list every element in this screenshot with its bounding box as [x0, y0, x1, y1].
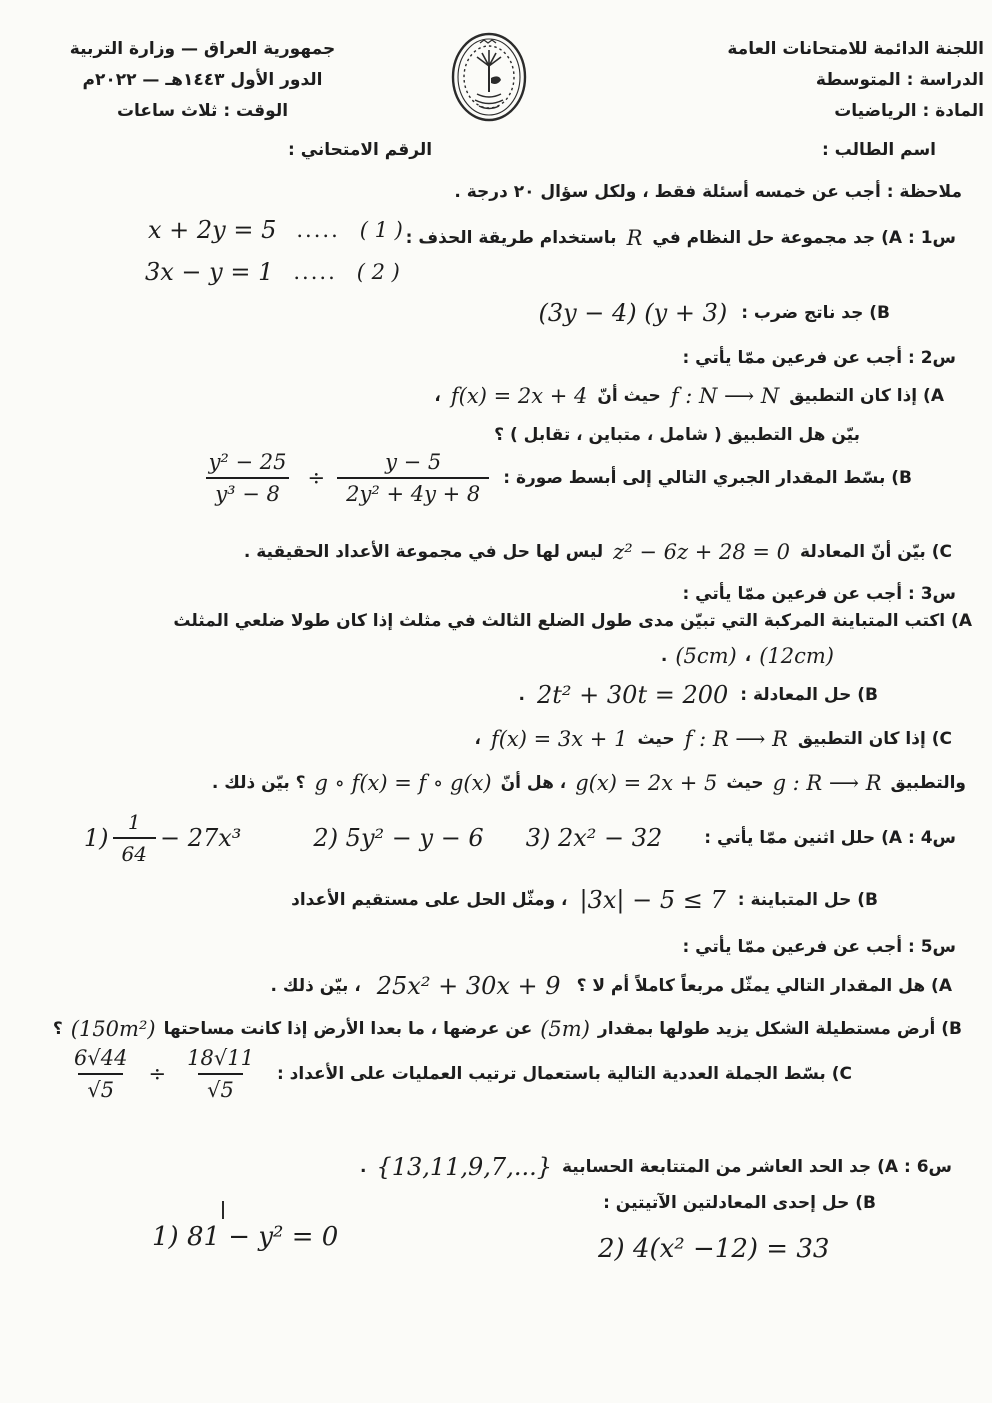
student-name-row: [822, 140, 936, 160]
q3a-side-length-1: (12cm): [759, 644, 834, 668]
session-year-line: الدور الأول ١٤٤٣هـ — ٢٠٢٢م: [82, 70, 323, 90]
q5c-text: C) بسّط الجملة العددية التالية باستعمال ترتيب العمليات على الأعداد :: [276, 1064, 852, 1084]
q3a-comma: ،: [744, 646, 752, 666]
q1b-text: B) جد ناتج ضرب :: [741, 303, 890, 323]
q1a-text-before: س1 : A) جد مجموعة حل النظام في: [652, 228, 956, 248]
q1a-set-symbol: R: [626, 226, 643, 250]
q5c-fraction-1: [65, 1046, 136, 1102]
equation-2-dots: .....: [293, 260, 337, 284]
committee-line: اللجنة الدائمة للامتحانات العامة: [727, 39, 984, 59]
question-1-part-b: [538, 299, 890, 327]
question-5-part-a: [271, 972, 952, 1000]
q6-equation-1: [152, 1222, 338, 1252]
question-2-part-a: [434, 384, 944, 408]
q4b-text-after: ، ومثّل الحل على مستقيم الأعداد: [291, 890, 568, 910]
question-3-part-b: [519, 681, 878, 709]
q4a-item-2: 2) 5y² − y − 6: [313, 824, 484, 852]
q2c-quadratic-equation: z² − 6z + 28 = 0: [613, 540, 791, 564]
question-4-part-a: [84, 808, 956, 868]
q4b-text-before: B) حل المتباينة :: [737, 890, 878, 910]
q3c-text-1: C) إذا كان التطبيق: [797, 729, 952, 749]
q2b-text: B) بسّط المقدار الجبري التالي إلى أبسط صورة :: [503, 468, 912, 488]
item-1-fraction: [113, 810, 156, 866]
division-sign: ÷: [307, 466, 326, 490]
q6b-text: B) حل إحدى المعادلتين الآتيتين :: [603, 1193, 876, 1213]
question-2-title: [682, 348, 956, 368]
question-3-part-a: [173, 611, 972, 631]
exam-number-label: الرقم الامتحاني :: [288, 140, 433, 160]
q2a-text-2: حيث أنّ: [597, 386, 661, 406]
fraction-numerator: 6√44: [74, 1046, 128, 1070]
fraction-denominator: √5: [78, 1073, 123, 1102]
q2-title-text: س2 : أجب عن فرعين ممّا يأتي :: [682, 348, 956, 368]
question-3-part-c-line2: [212, 771, 966, 795]
question-3-part-a-lengths: [661, 644, 834, 668]
fraction-denominator: √5: [198, 1073, 243, 1102]
question-3-title: [682, 584, 956, 604]
fraction-denominator: 64: [113, 837, 156, 866]
q5b-text-1: B) أرض مستطيلة الشكل يزيد طولها بمقدار: [597, 1019, 962, 1039]
question-2-part-b: [200, 450, 912, 506]
q5a-trinomial: 25x² + 30x + 9: [376, 972, 561, 1000]
equation-1-dots: .....: [296, 218, 340, 242]
fraction-numerator: 1: [127, 810, 141, 834]
q2c-text-after: ليس لها حل في مجموعة الأعداد الحقيقية .: [243, 542, 604, 562]
question-1-part-a: [406, 226, 956, 250]
q1-equation-1: [148, 216, 403, 244]
fraction-numerator: y − 5: [385, 450, 442, 474]
q2a-mapping-notation: f : N ⟶ N: [670, 384, 780, 408]
q5b-text-2: عن عرضها ، ما بعدا الأرض إذا كانت مساحتها: [163, 1019, 533, 1039]
fraction-numerator: y² − 25: [208, 450, 287, 474]
question-3-part-c-line1: [475, 727, 953, 751]
q3c-composition-equation: g ∘ f(x) = f ∘ g(x): [314, 771, 492, 795]
q3c-mapping-g: g : R ⟶ R: [772, 771, 882, 795]
fraction-numerator: 18√11: [187, 1046, 254, 1070]
equation-1-number: ( 1 ): [359, 218, 403, 242]
q3-title-text: س3 : أجب عن فرعين ممّا يأتي :: [682, 584, 956, 604]
question-5-part-c: [65, 1046, 852, 1102]
q5b-length-difference: (5m): [540, 1017, 590, 1041]
q6b-equation-2: 2) 4(x² −12) = 33: [598, 1234, 830, 1264]
q6a-sequence: {13,11,9,7,...}: [376, 1153, 552, 1181]
equation-1-expression: x + 2y = 5: [148, 216, 277, 244]
q6b-equation-1: 1) 81 − y² = 0: [152, 1222, 339, 1252]
study-level-line: الدراسة : المتوسطة: [815, 70, 984, 90]
q3c-text-3: والتطبيق: [890, 773, 966, 793]
q1-equation-2: [145, 258, 400, 286]
q3c-mapping-f: f : R ⟶ R: [684, 727, 788, 751]
note-text: ملاحظة : أجب عن خمسه أسئلة فقط ، ولكل سؤال ٢٠ درجة .: [454, 182, 962, 202]
q5a-text-before: A) هل المقدار التالي يمثّل مربعاً كاملاً أم لا ؟: [576, 976, 952, 996]
header-committee-block: [727, 34, 984, 127]
q3b-text: B) حل المعادلة :: [740, 685, 878, 705]
question-6-part-b: [603, 1193, 876, 1213]
q3c-function-f-rule: f(x) = 3x + 1: [490, 727, 628, 751]
item-1-prefix: 1): [83, 824, 109, 852]
question-2-part-c: [244, 540, 952, 564]
fraction-denominator: y³ − 8: [206, 477, 289, 506]
q2a-comma: ،: [434, 386, 441, 406]
q2b-fraction-2: [337, 450, 489, 506]
equation-2-expression: 3x − y = 1: [145, 258, 274, 286]
scan-artifact-tick: [222, 1201, 224, 1219]
q3b-equation: 2t² + 30t = 200: [537, 681, 729, 709]
q4a-item-1: [84, 810, 242, 866]
q5-title-text: س5 : أجب عن فرعين ممّا يأتي :: [682, 937, 956, 957]
q1b-product-expression: (3y − 4) (y + 3): [538, 299, 728, 327]
question-6-part-a: [360, 1153, 952, 1181]
q3b-period: .: [518, 685, 525, 705]
fraction-denominator: 2y² + 4y + 8: [337, 477, 489, 506]
q5c-radical-expression: [65, 1046, 263, 1102]
question-2-part-a-line2: [494, 425, 860, 445]
q4b-inequality: |3x| − 5 ≤ 7: [579, 886, 726, 914]
q3c-text-2: حيث: [637, 729, 675, 749]
exam-number-row: [288, 140, 432, 160]
division-sign: ÷: [148, 1062, 167, 1086]
q5b-area-value: (150m²): [70, 1017, 156, 1041]
question-5-part-b: [53, 1017, 962, 1041]
q1a-text-after: باستخدام طريقة الحذف :: [405, 228, 617, 248]
q4a-text: س4 : A) حلل اثنين ممّا يأتي :: [704, 828, 956, 848]
q3c-text-6: ؟ بيّن ذلك .: [211, 773, 306, 793]
q2c-text-before: C) بيّن أنّ المعادلة: [800, 542, 952, 562]
q6-equation-2: [598, 1234, 829, 1264]
q3a-period: .: [660, 646, 668, 666]
q6a-text: س6 : A) جد الحد العاشر من المتتابعة الحسابية: [561, 1157, 952, 1177]
q2b-fraction-1: [200, 450, 296, 506]
republic-line: جمهورية العراق — وزارة التربية: [69, 39, 336, 59]
duration-line: الوقت : ثلاث ساعات: [116, 101, 289, 121]
q5a-text-after: ، بيّن ذلك .: [270, 976, 361, 996]
ministry-seal-icon: [450, 30, 528, 124]
q3c-function-g-rule: g(x) = 2x + 5: [575, 771, 718, 795]
q5c-fraction-2: [178, 1046, 263, 1102]
equation-2-number: ( 2 ): [356, 260, 400, 284]
question-4-part-b: [291, 886, 878, 914]
q2b-algebraic-expression: [200, 450, 490, 506]
q3a-text: A) اكتب المتباينة المركبة التي تبيّن مدى طول الضلع الثالث في مثلث إذا كان طولا ضلعي المثلث: [173, 611, 972, 631]
student-name-label: اسم الطالب :: [821, 140, 936, 160]
q3c-text-5: ، هل أنّ: [500, 773, 567, 793]
header-ministry-block: [55, 34, 350, 127]
instructions-note: [454, 182, 962, 202]
q2a-text-1: A) إذا كان التطبيق: [789, 386, 944, 406]
subject-line: المادة : الرياضيات: [834, 101, 984, 121]
q2a-function-rule: f(x) = 2x + 4: [450, 384, 588, 408]
q3c-comma: ،: [474, 729, 481, 749]
q6a-period: .: [359, 1157, 367, 1177]
item-1-tail: − 27x³: [159, 824, 242, 852]
question-5-title: [682, 937, 956, 957]
q3a-side-length-2: (5cm): [675, 644, 737, 668]
q4a-item-3: 3) 2x² − 32: [525, 824, 663, 852]
q2a-classification-text: بيّن هل التطبيق ( شامل ، متباين ، تقابل ) ؟: [494, 425, 860, 445]
q5b-question-mark: ؟: [52, 1019, 63, 1039]
q3c-text-4: حيث: [726, 773, 764, 793]
